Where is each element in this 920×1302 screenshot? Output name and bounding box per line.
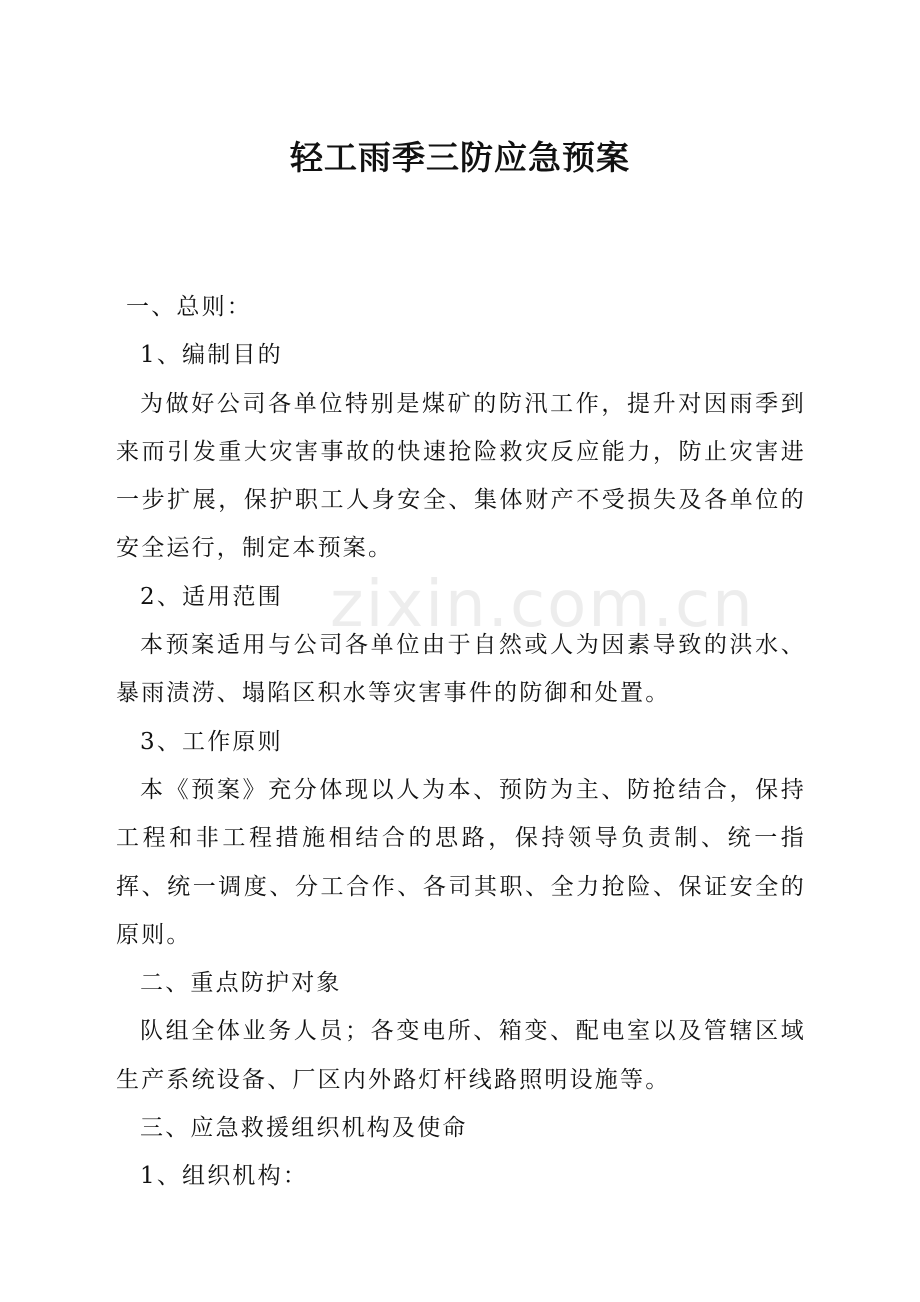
subheading-purpose: 1、编制目的 <box>140 342 283 369</box>
subheading-structure: 1、组织机构： <box>140 1163 309 1190</box>
document-title: 轻工雨季三防应急预案 <box>290 138 630 177</box>
subheading-scope: 2、适用范围 <box>140 583 283 610</box>
document-body <box>116 283 806 1201</box>
section-heading-protection: 二、重点防护对象 <box>140 970 342 997</box>
subheading-principles: 3、工作原则 <box>140 728 283 755</box>
paragraph-purpose: 为做好公司各单位特别是煤矿的防汛工作，提升对因雨季到来而引发重大灾害事故的快速抢险救灾反应能力，防止灾害进一步扩展，保护职工人身安全、集体财产不受损失及各单位的安全运行，制定本预案。 <box>116 390 806 562</box>
paragraph-scope: 本预案适用与公司各单位由于自然或人为因素导致的洪水、暴雨渍涝、塌陷区积水等灾害事件的防御和处置。 <box>116 632 806 707</box>
paragraph-protection: 队组全体业务人员；各变电所、箱变、配电室以及管辖区域生产系统设备、厂区内外路灯杆线路照明设施等。 <box>116 1018 806 1093</box>
paragraph-principles: 本《预案》充分体现以人为本、预防为主、防抢结合，保持工程和非工程措施相结合的思路，保持领导负责制、统一指挥、统一调度、分工合作、各司其职、全力抢险、保证安全的原则。 <box>116 776 806 948</box>
section-heading-organization: 三、应急救援组织机构及使命 <box>140 1115 468 1142</box>
section-heading-general: 一、总则： <box>126 294 252 320</box>
watermark: zixin.com.cn <box>330 568 755 642</box>
